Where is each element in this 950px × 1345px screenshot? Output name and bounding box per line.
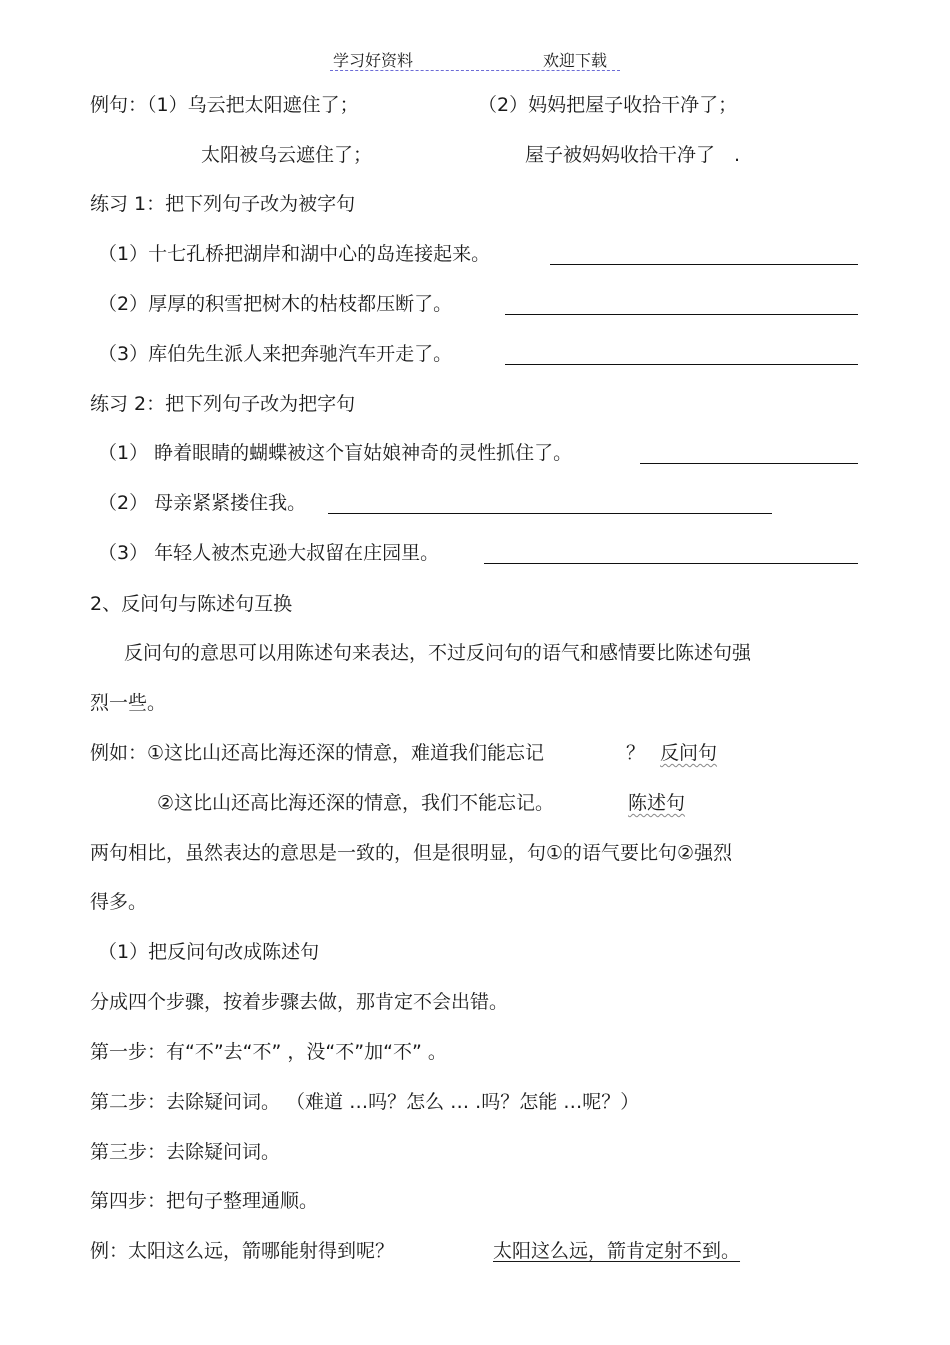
comparison-text: 两句相比，虽然表达的意思是一致的，但是很明显，句①的语气要比句②强烈 — [90, 842, 733, 864]
example-label-2: 例如： — [90, 742, 148, 764]
example-sentence-1-text: ①这比山还高比海还深的情意，难道我们能忘记 — [147, 742, 545, 764]
answer-blank-4[interactable] — [640, 463, 858, 464]
answer-blank-1[interactable] — [550, 264, 858, 265]
section2-paragraph: 反问句的意思可以用陈述句来表达，不过反问句的语气和感情要比陈述句强 — [124, 642, 752, 664]
step-3: 第三步：去除疑问词。 — [90, 1141, 281, 1163]
answer-blank-2[interactable] — [505, 314, 858, 315]
rhetorical-type-label: 反问句 — [660, 742, 718, 764]
question-mark: ？ — [626, 742, 646, 764]
steps-intro: 分成四个步骤，按着步骤去做，那肯定不会出错。 — [90, 991, 509, 1013]
example-sentence-1 — [90, 740, 544, 766]
exercise1-item-2: （2）厚厚的积雪把树木的枯枝都压断了。 — [98, 293, 453, 315]
header-dashed-rule — [330, 70, 620, 71]
example-sentence-2: ②这比山还高比海还深的情意，我们不能忘记。 — [157, 792, 555, 814]
header-right-text: 欢迎下载 — [543, 51, 608, 70]
final-example: 例：太阳这么远，箭哪能射得到呢？ — [90, 1240, 395, 1262]
exercise2-item-2: （2） 母亲紧紧搂住我。 — [98, 492, 307, 514]
example-b1: （2）妈妈把屋子收拾干净了； — [478, 94, 738, 116]
exercise2-item-3: （3） 年轻人被杰克逊大叔留在庄园里。 — [98, 542, 440, 564]
section2-title: 2、反问句与陈述句互换 — [90, 593, 293, 615]
answer-blank-6[interactable] — [484, 563, 858, 564]
example-a1: （1）乌云把太阳遮住了； — [147, 94, 359, 116]
answer-blank-3[interactable] — [505, 364, 858, 365]
exercise1-item-1: （1）十七孔桥把湖岸和湖中心的岛连接起来。 — [98, 243, 491, 265]
example-a2: 太阳被乌云遮住了； — [201, 144, 373, 166]
section2-paragraph-cont: 烈一些。 — [90, 692, 167, 714]
example-label: 例句： — [90, 94, 148, 116]
exercise1-item-3: （3）库伯先生派人来把奔驰汽车开走了。 — [98, 343, 453, 365]
exercise2-title: 练习 2：把下列句子改为把字句 — [90, 393, 356, 415]
answer-blank-5[interactable] — [328, 513, 772, 514]
page-header — [330, 48, 620, 72]
example-b2: 屋子被妈妈收拾干净了 . — [525, 144, 741, 166]
subsection-title: （1）把反问句改成陈述句 — [98, 941, 320, 963]
header-left-text: 学习好资料 — [333, 51, 414, 70]
declarative-type-label: 陈述句 — [628, 792, 686, 814]
exercise1-title: 练习 1：把下列句子改为被字句 — [90, 193, 356, 215]
step-4: 第四步：把句子整理通顺。 — [90, 1190, 319, 1212]
example-row-1 — [90, 92, 359, 118]
step-2: 第二步：去除疑问词。 （难道 …吗？怎么 … .吗？怎能 …呢？） — [90, 1091, 640, 1113]
final-answer: 太阳这么远，箭肯定射不到。 — [493, 1240, 741, 1262]
comparison-text-cont: 得多。 — [90, 891, 148, 913]
exercise2-item-1: （1） 睁着眼睛的蝴蝶被这个盲姑娘神奇的灵性抓住了。 — [98, 442, 573, 464]
step-1: 第一步：有“不”去“不” ，没“不”加“不” 。 — [90, 1041, 447, 1063]
